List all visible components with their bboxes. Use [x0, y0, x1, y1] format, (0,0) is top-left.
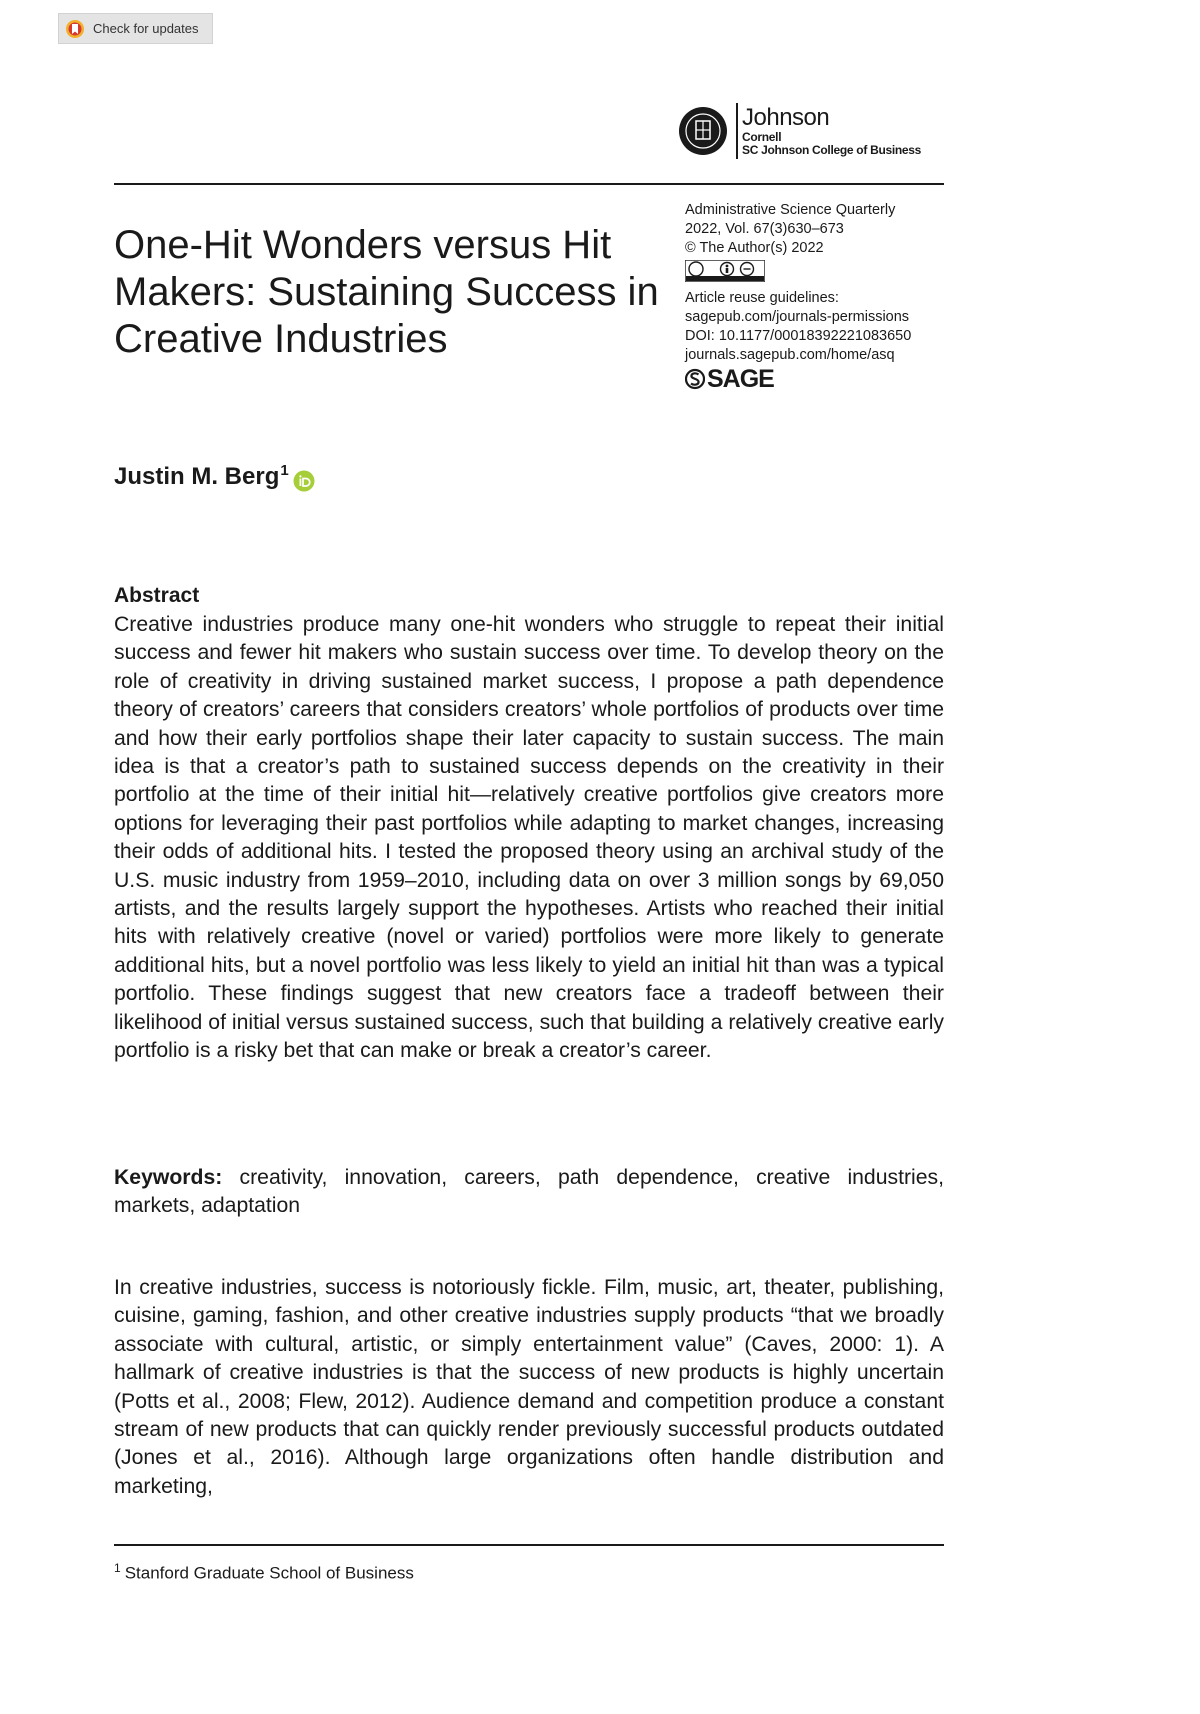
check-for-updates-label: Check for updates [93, 21, 199, 36]
author-line [114, 463, 315, 492]
logo-sub-cornell: Cornell [742, 130, 782, 144]
journal-meta [685, 201, 947, 393]
intro-paragraph: In creative industries, success is notoriously fickle. Film, music, art, theater, publishing, cuisine, gaming, fashion, and other creative industries supply products “that we broadly associate with cultural, artistic, or simply entertainment value” (Caves, 2000: 1). A hallmark of creative industries is that the success of new products is highly uncertain (Potts et al., 2008; Flew, 2012). Audience demand and competition produce a constant stream of new products that can quickly render previously successful products outdated (Jones et al., 2016). Although large organizations often handle distribution and marketing, [114, 1276, 944, 1498]
top-rule [114, 183, 944, 185]
johnson-logo [678, 103, 921, 159]
sage-logo [685, 364, 947, 393]
reuse-label: Article reuse guidelines: [685, 290, 839, 306]
orcid-icon[interactable] [293, 470, 315, 492]
logo-name: Johnson [742, 104, 830, 131]
author-affiliation-mark: 1 [280, 462, 289, 479]
keywords-label: Keywords: [114, 1166, 223, 1189]
sage-icon [685, 368, 705, 390]
article-title: One-Hit Wonders versus Hit Makers: Sustaining Success in Creative Industries [114, 223, 659, 361]
check-for-updates-button[interactable] [58, 13, 213, 44]
journal-home-link[interactable]: journals.sagepub.com/home/asq [685, 347, 895, 363]
keywords [114, 1164, 944, 1221]
copyright: © The Author(s) 2022 [685, 240, 824, 256]
check-for-updates-icon [65, 19, 85, 39]
footnote [114, 1561, 414, 1584]
logo-divider [736, 103, 738, 159]
footnote-rule [114, 1544, 944, 1546]
cornell-seal-icon [678, 106, 728, 156]
abstract-text: Creative industries produce many one-hit wonders who struggle to repeat their initial success and fewer hit makers who sustain success over time. To develop theory on the role of creativity in driving sustained market success, I propose a path dependence theory of creators’ careers that considers creators’ whole portfolios of products over time and how their early portfolios shape their later capacity to sustain success. The main idea is that a creator’s path to sustained success depends on the creativity in their portfolio at the time of their initial hit—relatively creative portfolios give creators more options for leveraging their past portfolios while adapting to market changes, increasing their odds of additional hits. I tested the proposed theory using an archival study of the U.S. music industry from 1959–2010, including data on over 3 million songs by 69,050 artists, and the results largely support the hypotheses. Artists who reached their initial hits with relatively creative (novel or varied) portfolios were more likely to generate additional hits, but a novel portfolio was less likely to yield an initial hit than was a typical portfolio. These findings suggest that new creators face a tradeoff between their likelihood of initial versus sustained success, such that building a relatively creative early portfolio is a risky bet that can make or break a creator’s career. [114, 613, 944, 1063]
cc-by-license-icon[interactable] [685, 260, 765, 282]
journal-volume: 2022, Vol. 67(3)630–673 [685, 221, 844, 237]
keywords-text: creativity, innovation, careers, path dependence, creative industries, markets, adaptation [114, 1166, 945, 1218]
footnote-mark: 1 [114, 1561, 121, 1575]
footnote-text: Stanford Graduate School of Business [124, 1563, 414, 1583]
journal-name: Administrative Science Quarterly [685, 202, 896, 218]
reuse-link[interactable]: sagepub.com/journals-permissions [685, 309, 910, 325]
doi[interactable]: DOI: 10.1177/00018392221083650 [685, 328, 912, 344]
publisher-name: SAGE [707, 364, 774, 393]
abstract-heading: Abstract [114, 584, 200, 607]
logo-sub-college: SC Johnson College of Business [742, 143, 922, 157]
author-name: Justin M. Berg [114, 463, 280, 490]
